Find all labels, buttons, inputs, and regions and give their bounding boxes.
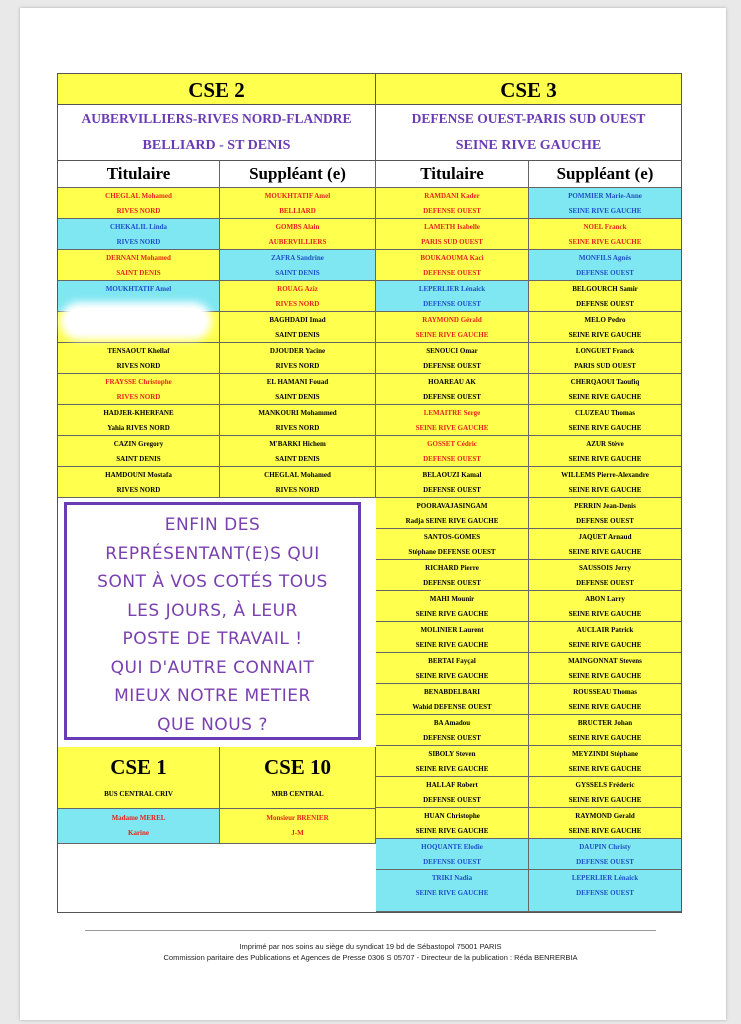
message-line: QUI D'AUTRE CONNAIT: [110, 657, 315, 678]
rep-name: LEMAITRE Serge: [423, 409, 481, 417]
rep-name: GOMBS Alain: [275, 223, 320, 231]
rep-location: SEINE RIVE GAUCHE: [415, 765, 489, 773]
rep-name: SIBOLY Steven: [428, 750, 476, 758]
rep-location: SAINT DENIS: [275, 269, 320, 277]
cse1-rep: [58, 809, 220, 844]
col-titulaire-right: Titulaire: [376, 161, 529, 188]
titulaire-cell: [376, 467, 529, 498]
rep-name: MELO Pedro: [584, 316, 626, 324]
rep-name: BERTAI Fayçal: [428, 657, 476, 665]
rep-name: HOAREAU AK: [428, 378, 476, 386]
rep-location: SEINE RIVE GAUCHE: [568, 455, 642, 463]
rep-name: DAUPIN Christy: [579, 843, 631, 851]
suppleant-cell: [220, 467, 376, 498]
suppleant-cell: [529, 467, 681, 498]
titulaire-cell: [376, 808, 529, 839]
rep-name: AZUR Stève: [586, 440, 624, 448]
rep-name: HUAN Christophe: [424, 812, 480, 820]
titulaire-cell: [376, 870, 529, 912]
titulaire-cell: [376, 777, 529, 808]
rep-name: MEYZINDI Stéphane: [572, 750, 638, 758]
rep-location: SEINE RIVE GAUCHE: [568, 672, 642, 680]
rep-location: DEFENSE OUEST: [576, 858, 634, 866]
rep-name: CAZIN Gregory: [113, 440, 164, 448]
suppleant-cell: [529, 343, 681, 374]
rep-name: ROUAG Aziz: [277, 285, 318, 293]
rep-location: SEINE RIVE GAUCHE: [568, 207, 642, 215]
suppleant-cell: [529, 529, 681, 560]
rep-location: RIVES NORD: [275, 424, 320, 432]
rep-name: JAQUET Arnaud: [578, 533, 632, 541]
col-suppleant-left: Suppléant (e): [220, 161, 376, 188]
message-box: [64, 502, 361, 740]
rep-location: SEINE RIVE GAUCHE: [568, 548, 642, 556]
titulaire-cell: [376, 529, 529, 560]
rep-location: SEINE RIVE GAUCHE: [568, 703, 642, 711]
titulaire-cell: [376, 653, 529, 684]
rep-location: RIVES NORD: [275, 300, 320, 308]
cse1-rep-name: Madame MEREL: [111, 814, 166, 822]
rep-location: SEINE RIVE GAUCHE: [568, 238, 642, 246]
rep-name: BA Amadou: [433, 719, 471, 727]
rep-name: MOLINIER Laurent: [420, 626, 484, 634]
cse10-rep-name: Monsieur BRENIER: [266, 814, 329, 822]
rep-location: SAINT DENIS: [116, 269, 161, 277]
rep-name: RICHARD Pierre: [425, 564, 479, 572]
rep-location: SEINE RIVE GAUCHE: [568, 765, 642, 773]
suppleant-cell: [220, 188, 376, 219]
titulaire-cell: [376, 622, 529, 653]
rep-location: RIVES NORD: [116, 362, 161, 370]
suppleant-cell: [529, 839, 681, 870]
cse10-block: [220, 747, 376, 809]
rep-location: SEINE RIVE GAUCHE: [415, 424, 489, 432]
suppleant-cell: [529, 498, 681, 529]
rep-location: DEFENSE OUEST: [423, 207, 481, 215]
suppleant-cell: [529, 405, 681, 436]
cse3-title: CSE 3: [376, 74, 681, 105]
rep-location: SEINE RIVE GAUCHE: [415, 641, 489, 649]
suppleant-cell: [220, 374, 376, 405]
rep-location: Radja SEINE RIVE GAUCHE: [405, 517, 499, 525]
titulaire-cell: [376, 498, 529, 529]
rep-name: WILLEMS Pierre-Alexandre: [561, 471, 649, 479]
suppleant-cell: [529, 250, 681, 281]
suppleant-cell: [220, 250, 376, 281]
rep-location: DEFENSE OUEST: [423, 393, 481, 401]
cse10-rep-name2: J-M: [291, 829, 304, 837]
titulaire-cell: [376, 374, 529, 405]
titulaire-cell: [376, 281, 529, 312]
titulaire-cell: [58, 250, 220, 281]
footer-divider: [85, 930, 656, 931]
titulaire-cell: [376, 188, 529, 219]
rep-name: MOUKHTATIF Amel: [264, 192, 331, 200]
suppleant-cell: [529, 777, 681, 808]
rep-location: RIVES NORD: [116, 207, 161, 215]
rep-name: BAGHDADI Imad: [269, 316, 326, 324]
titulaire-cell: [376, 684, 529, 715]
footer-line-2: Commission paritaire des Publications et Agences de Presse 0306 S 05707 - Directeur de la publication : Réda BENRERBIA: [163, 953, 578, 962]
cse2-title: CSE 2: [58, 74, 375, 105]
rep-name: BOUKAOUMA Kaci: [420, 254, 484, 262]
rep-location: SAINT DENIS: [275, 393, 320, 401]
rep-name: CHEGLAL Mohamed: [105, 192, 172, 200]
rep-location: SAINT DENIS: [275, 331, 320, 339]
rep-name: PERRIN Jean-Denis: [574, 502, 636, 510]
rep-name: BELAOUZI Kamal: [422, 471, 482, 479]
cse2-header: [58, 74, 376, 161]
suppleant-cell: [220, 436, 376, 467]
suppleant-cell: [529, 622, 681, 653]
rep-location: SEINE RIVE GAUCHE: [568, 393, 642, 401]
suppleant-cell: [529, 312, 681, 343]
rep-name: GYSSELS Fréderic: [575, 781, 635, 789]
titulaire-cell: [376, 436, 529, 467]
rep-location: SEINE RIVE GAUCHE: [568, 796, 642, 804]
redacted-name-blur: [66, 308, 206, 334]
rep-name: CHEKALIL Linda: [110, 223, 167, 231]
cse1-rep-name2: Karine: [128, 829, 149, 837]
suppleant-cell: [529, 591, 681, 622]
cse3-sites-1: DEFENSE OUEST-PARIS SUD OUEST: [411, 111, 646, 126]
rep-location: AUBERVILLIERS: [268, 238, 327, 246]
rep-name: SAUSSOIS Jerry: [579, 564, 631, 572]
rep-location: RIVES NORD: [116, 486, 161, 494]
rep-name: RAYMOND Gérald: [422, 316, 482, 324]
titulaire-cell: [58, 219, 220, 250]
rep-location: DEFENSE OUEST: [423, 486, 481, 494]
rep-name: MAHI Mounir: [429, 595, 475, 603]
rep-location: DEFENSE OUEST: [423, 300, 481, 308]
rep-location: SAINT DENIS: [275, 455, 320, 463]
suppleant-cell: [529, 715, 681, 746]
rep-name: HOQUANTE Elodie: [421, 843, 483, 851]
rep-location: BELLIARD: [279, 207, 316, 215]
rep-location: RIVES NORD: [275, 362, 320, 370]
rep-name: MANKOURI Mohammed: [258, 409, 337, 417]
titulaire-cell: [376, 343, 529, 374]
rep-name: SANTOS-GOMES: [423, 533, 481, 541]
rep-location: DEFENSE OUEST: [576, 517, 634, 525]
rep-location: DEFENSE OUEST: [423, 455, 481, 463]
suppleant-cell: [529, 219, 681, 250]
rep-name: AUCLAIR Patrick: [576, 626, 634, 634]
rep-name: EL HAMANI Fouad: [266, 378, 329, 386]
rep-name: NOEL Franck: [583, 223, 627, 231]
rep-name: MONFILS Agnès: [578, 254, 632, 262]
rep-name: DJOUDER Yacine: [269, 347, 326, 355]
rep-name: BRUCTER Johan: [577, 719, 633, 727]
rep-location: RIVES NORD: [116, 238, 161, 246]
suppleant-cell: [529, 808, 681, 839]
rep-name: POORAVAJASINGAM: [416, 502, 488, 510]
rep-location: PARIS SUD OUEST: [421, 238, 483, 246]
titulaire-cell: [58, 343, 220, 374]
rep-location: SEINE RIVE GAUCHE: [568, 486, 642, 494]
titulaire-cell: [376, 312, 529, 343]
titulaire-cell: [376, 250, 529, 281]
rep-location: DEFENSE OUEST: [423, 362, 481, 370]
message-line: LES JOURS, À LEUR: [127, 600, 298, 621]
titulaire-cell: [58, 467, 220, 498]
rep-location: SEINE RIVE GAUCHE: [415, 331, 489, 339]
suppleant-cell: [220, 405, 376, 436]
cse10-rep: [220, 809, 376, 844]
suppleant-cell: [529, 870, 681, 912]
rep-location: SEINE RIVE GAUCHE: [568, 641, 642, 649]
rep-location: SEINE RIVE GAUCHE: [415, 889, 489, 897]
suppleant-cell: [220, 281, 376, 312]
rep-location: PARIS SUD OUEST: [574, 362, 636, 370]
rep-name: CLUZEAU Thomas: [575, 409, 635, 417]
titulaire-cell: [376, 219, 529, 250]
rep-location: SEINE RIVE GAUCHE: [568, 424, 642, 432]
rep-location: DEFENSE OUEST: [576, 889, 634, 897]
cse3-header: [376, 74, 681, 161]
titulaire-cell: [58, 405, 220, 436]
rep-name: MAINGONNAT Stevens: [568, 657, 642, 665]
suppleant-cell: [220, 343, 376, 374]
suppleant-cell: [529, 281, 681, 312]
message-line: MIEUX NOTRE METIER: [114, 686, 311, 706]
representatives-table: [57, 73, 682, 913]
suppleant-cell: [220, 312, 376, 343]
rep-location: Wahid DEFENSE OUEST: [412, 703, 492, 711]
rep-name: RAMDANI Kader: [424, 192, 480, 200]
rep-location: SEINE RIVE GAUCHE: [568, 610, 642, 618]
suppleant-cell: [529, 436, 681, 467]
titulaire-cell: [376, 591, 529, 622]
rep-location: SAINT DENIS: [116, 455, 161, 463]
rep-name: M'BARKI Hichem: [269, 440, 326, 448]
footer-line-1: Imprimé par nos soins au siège du syndicat 19 bd de Sébastopol 75001 PARIS: [239, 942, 502, 951]
message-line: QUE NOUS ?: [157, 714, 268, 735]
rep-name: DERNANI Mohamed: [106, 254, 171, 262]
rep-name: FRAYSSE Christophe: [105, 378, 172, 386]
rep-location: DEFENSE OUEST: [576, 579, 634, 587]
cse2-sites-1: AUBERVILLIERS-RIVES NORD-FLANDRE: [81, 111, 352, 126]
rep-location: SEINE RIVE GAUCHE: [568, 827, 642, 835]
cse2-sites-2: BELLIARD - ST DENIS: [142, 138, 291, 153]
rep-name: ROUSSEAU Thomas: [573, 688, 637, 696]
titulaire-cell: [58, 436, 220, 467]
message-line: ENFIN DES: [164, 515, 261, 535]
rep-name: ABON Larry: [585, 595, 625, 603]
rep-name: GOSSET Cédric: [427, 440, 477, 448]
rep-name: LEPERLIER Lénaick: [418, 285, 486, 293]
rep-name: TRIKI Nadia: [431, 874, 473, 882]
rep-name: LONGUET Franck: [575, 347, 635, 355]
rep-name: MOUKHTATIF Amel: [105, 285, 172, 293]
rep-name: LAMETH Isabelle: [424, 223, 480, 231]
rep-location: Yahia RIVES NORD: [107, 424, 170, 432]
rep-location: DEFENSE OUEST: [423, 796, 481, 804]
rep-name: HAMDOUNI Mostafa: [105, 471, 172, 479]
rep-location: SEINE RIVE GAUCHE: [568, 331, 642, 339]
col-suppleant-right: Suppléant (e): [529, 161, 681, 188]
titulaire-cell: [58, 374, 220, 405]
cse1-site: BUS CENTRAL CRIV: [104, 790, 173, 798]
rep-location: DEFENSE OUEST: [423, 579, 481, 587]
rep-name: BENABDELBARI: [423, 688, 480, 696]
cse10-site: MRB CENTRAL: [271, 790, 324, 798]
message-line: SONT À VOS COTÉS TOUS: [97, 572, 328, 592]
cse3-sites-2: SEINE RIVE GAUCHE: [455, 138, 602, 153]
rep-name: HALLAF Robert: [426, 781, 478, 789]
message-line: REPRÉSENTANT(E)S QUI: [105, 543, 320, 564]
rep-location: DEFENSE OUEST: [423, 858, 481, 866]
titulaire-cell: [58, 188, 220, 219]
titulaire-cell: [376, 560, 529, 591]
suppleant-cell: [529, 746, 681, 777]
cse1-block: [58, 747, 220, 809]
message-line: POSTE DE TRAVAIL !: [122, 629, 303, 649]
col-titulaire-left: Titulaire: [58, 161, 220, 188]
suppleant-cell: [529, 374, 681, 405]
rep-name: SENOUCI Omar: [426, 347, 478, 355]
cse10-title: CSE 10: [263, 755, 332, 779]
rep-name: HADJER-KHERFANE: [103, 409, 174, 417]
rep-name: ZAFRA Sandrine: [271, 254, 324, 262]
rep-location: RIVES NORD: [116, 393, 161, 401]
rep-name: POMMIER Marie-Anne: [568, 192, 642, 200]
rep-name: TENSAOUT Khellaf: [107, 347, 170, 355]
rep-location: SEINE RIVE GAUCHE: [415, 672, 489, 680]
rep-location: SEINE RIVE GAUCHE: [415, 610, 489, 618]
rep-name: CHERQAOUI Taoufiq: [570, 378, 640, 386]
cse1-title: CSE 1: [110, 755, 167, 779]
rep-name: CHEGLAL Mohamed: [264, 471, 331, 479]
suppleant-cell: [529, 653, 681, 684]
rep-name: BELGOURCH Samir: [572, 285, 638, 293]
titulaire-cell: [376, 839, 529, 870]
rep-name: RAYMOND Gerald: [575, 812, 635, 820]
titulaire-cell: [376, 405, 529, 436]
rep-location: RIVES NORD: [275, 486, 320, 494]
rep-location: SEINE RIVE GAUCHE: [568, 734, 642, 742]
suppleant-cell: [529, 188, 681, 219]
titulaire-cell: [376, 746, 529, 777]
rep-name: LEPERLIER Lénaick: [571, 874, 639, 882]
rep-location: DEFENSE OUEST: [576, 269, 634, 277]
rep-location: SEINE RIVE GAUCHE: [415, 827, 489, 835]
rep-location: DEFENSE OUEST: [423, 734, 481, 742]
suppleant-cell: [529, 684, 681, 715]
rep-location: DEFENSE OUEST: [423, 269, 481, 277]
suppleant-cell: [220, 219, 376, 250]
rep-location: Stéphane DEFENSE OUEST: [408, 548, 496, 556]
titulaire-cell: [376, 715, 529, 746]
suppleant-cell: [529, 560, 681, 591]
rep-location: DEFENSE OUEST: [576, 300, 634, 308]
